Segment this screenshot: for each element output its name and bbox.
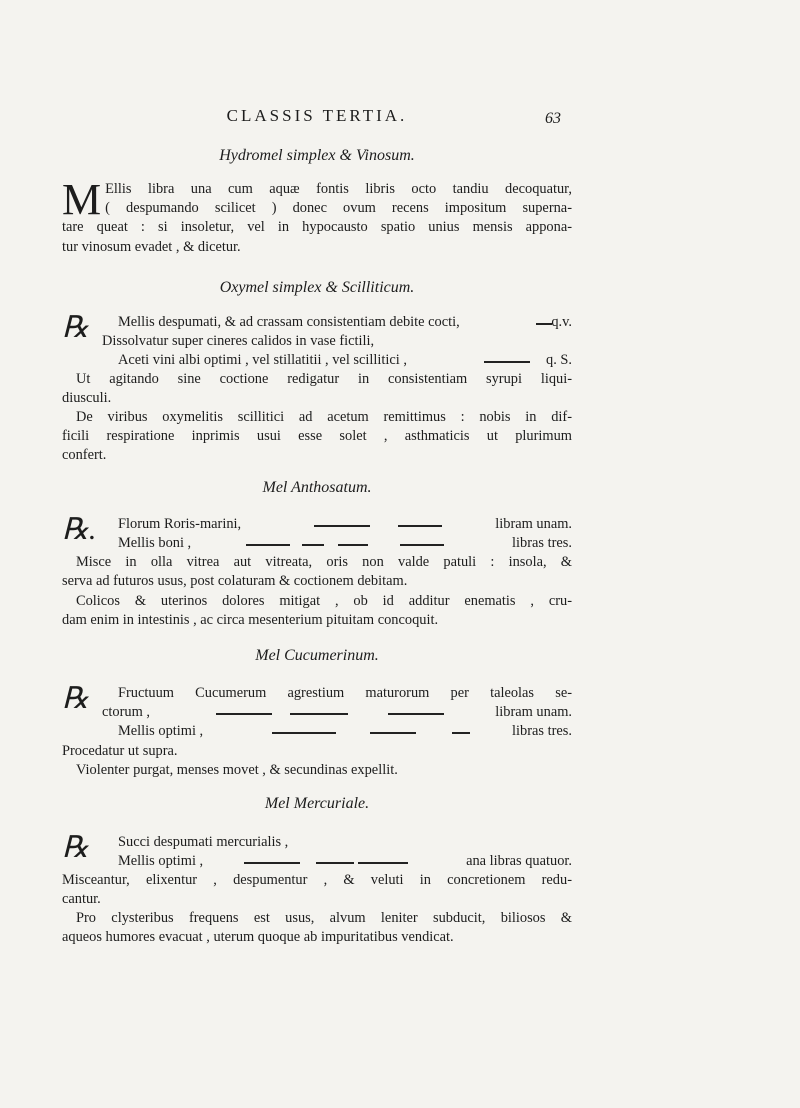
text-line: Pro clysteribus frequens est usus, alvum leniter subducit, biliosos & bbox=[76, 910, 572, 926]
drop-cap: M bbox=[62, 175, 102, 224]
ingredient-row bbox=[62, 332, 572, 351]
ingredient-name: Mellis optimi , bbox=[118, 853, 204, 870]
ingredient-row bbox=[62, 313, 572, 332]
text-line: dam enim in intestinis , ac circa mesenterium pituitam concoquit. bbox=[62, 612, 439, 629]
text-line: Misce in olla vitrea aut vitreata, oris non valde patuli : insola, & bbox=[76, 554, 572, 570]
text-line: tare queat : si insoletur, vel in hypocausto spatio unius mensis appona- bbox=[62, 219, 572, 236]
ingredient-name: Mellis optimi , bbox=[118, 723, 204, 740]
recipe-sign-icon: ℞ bbox=[62, 682, 89, 715]
leader-dash bbox=[338, 544, 368, 546]
ingredient-quantity: libram unam. bbox=[495, 704, 572, 721]
leader-dash bbox=[358, 862, 408, 864]
procedure-mercuriale bbox=[62, 871, 572, 909]
paragraph-anthosatum-1 bbox=[62, 553, 572, 591]
leader-dash bbox=[400, 544, 444, 546]
text-line: serva ad futuros usus, post colaturam & coctionem debitam. bbox=[62, 573, 408, 590]
recipe-cucumerinum bbox=[62, 684, 572, 742]
leader-dash bbox=[290, 713, 348, 715]
section-title-cucumerinum: Mel Cucumerinum. bbox=[255, 647, 379, 664]
ingredient-row bbox=[62, 722, 572, 741]
leader-dash bbox=[246, 544, 290, 546]
leader-dash bbox=[370, 732, 416, 734]
paragraph-oxymel-2 bbox=[62, 408, 572, 466]
leader-dash bbox=[536, 323, 552, 325]
text-line: tur vinosum evadet , & dicetur. bbox=[62, 238, 241, 255]
text-line: De viribus oxymelitis scillitici ad acetum remittimus : nobis in dif- bbox=[76, 409, 572, 425]
ingredient-quantity: q.v. bbox=[551, 314, 572, 330]
leader-dash bbox=[316, 862, 354, 864]
section-title-oxymel: Oxymel simplex & Scilliticum. bbox=[219, 279, 415, 296]
leader-dash bbox=[398, 525, 442, 527]
ingredient-row bbox=[62, 833, 572, 852]
ingredient-name: Aceti vini albi optimi , vel stillatitii , vel scillitici , bbox=[118, 352, 407, 369]
section-title-mercuriale: Mel Mercuriale. bbox=[264, 795, 370, 812]
ingredient-name: Mellis boni , bbox=[118, 535, 192, 552]
ingredient-row bbox=[62, 351, 572, 370]
leader-dash bbox=[302, 544, 324, 546]
ingredient-row bbox=[62, 515, 572, 534]
ingredient-quantity: q. S. bbox=[546, 352, 572, 369]
recipe-sign-icon: ℞ bbox=[62, 311, 89, 344]
procedure-cucumerinum: Procedatur ut supra. bbox=[62, 743, 178, 759]
text-line: aqueos humores evacuat , uterum quoque ab impuritatibus vendicat. bbox=[62, 929, 454, 946]
text-line: cantur. bbox=[62, 891, 101, 908]
ingredient-name: Succi despumati mercurialis , bbox=[118, 834, 289, 850]
ingredient-name: Florum Roris-marini, bbox=[118, 516, 242, 532]
ingredient-quantity: libras tres. bbox=[512, 535, 572, 552]
ingredient-name: ctorum , bbox=[102, 704, 150, 721]
paragraph-anthosatum-2 bbox=[62, 592, 572, 630]
leader-dash bbox=[388, 713, 444, 715]
paragraph-oxymel-1 bbox=[62, 370, 572, 408]
leader-dash bbox=[216, 713, 272, 715]
text-line: Colicos & uterinos dolores mitigat , ob id additur enematis , cru- bbox=[76, 593, 572, 609]
text-line: Ut agitando sine coctione redigatur in consistentiam syrupi liqui- bbox=[76, 371, 572, 387]
ingredient-name: Fructuum Cucumerum agrestium maturorum per taleolas se- bbox=[118, 685, 572, 701]
text-line: ficili respiratione inprimis usui esse solet , asthmaticis ut plurimum bbox=[62, 428, 572, 445]
recipe-oxymel bbox=[62, 313, 572, 371]
leader-dash bbox=[314, 525, 370, 527]
ingredient-name: Mellis despumati, & ad crassam consistentiam debite cocti, bbox=[118, 314, 460, 330]
leader-dash bbox=[272, 732, 336, 734]
text-line: confert. bbox=[62, 447, 107, 464]
paragraph-cucumerinum bbox=[62, 761, 572, 780]
page-number: 63 bbox=[545, 110, 561, 127]
text-line: Violenter purgat, menses movet , & secundinas expellit. bbox=[76, 762, 398, 778]
text-line: Ellis libra una cum aquæ fontis libris octo tandiu decoquatur, bbox=[105, 181, 572, 197]
section-title-hydromel: Hydromel simplex & Vinosum. bbox=[219, 147, 415, 164]
ingredient-quantity: libram unam. bbox=[495, 516, 572, 532]
ingredient-name: Dissolvatur super cineres calidos in vase fictili, bbox=[102, 333, 375, 350]
section-title-anthosatum: Mel Anthosatum. bbox=[262, 479, 372, 496]
text-line: diusculi. bbox=[62, 390, 112, 407]
recipe-sign-icon: ℞. bbox=[62, 513, 97, 546]
recipe-sign-icon: ℞ bbox=[62, 831, 89, 864]
recipe-mercuriale bbox=[62, 833, 572, 871]
ingredient-row bbox=[62, 703, 572, 722]
text-line: Misceantur, elixentur , despumentur , & veluti in concretionem redu- bbox=[62, 872, 572, 888]
running-head: CLASSIS TERTIA. bbox=[226, 106, 408, 125]
ingredient-row bbox=[62, 684, 572, 703]
paragraph-hydromel bbox=[62, 175, 572, 257]
text-line: ( despumando scilicet ) donec ovum recens impositum superna- bbox=[105, 200, 572, 217]
recipe-anthosatum bbox=[62, 515, 572, 553]
leader-dash bbox=[244, 862, 300, 864]
ingredient-quantity: libras tres. bbox=[512, 723, 572, 740]
ingredient-row bbox=[62, 852, 572, 871]
ingredient-quantity: ana libras quatuor. bbox=[466, 853, 572, 870]
ingredient-row bbox=[62, 534, 572, 553]
leader-dash bbox=[484, 361, 530, 363]
leader-dash bbox=[452, 732, 470, 734]
paragraph-mercuriale bbox=[62, 909, 572, 947]
